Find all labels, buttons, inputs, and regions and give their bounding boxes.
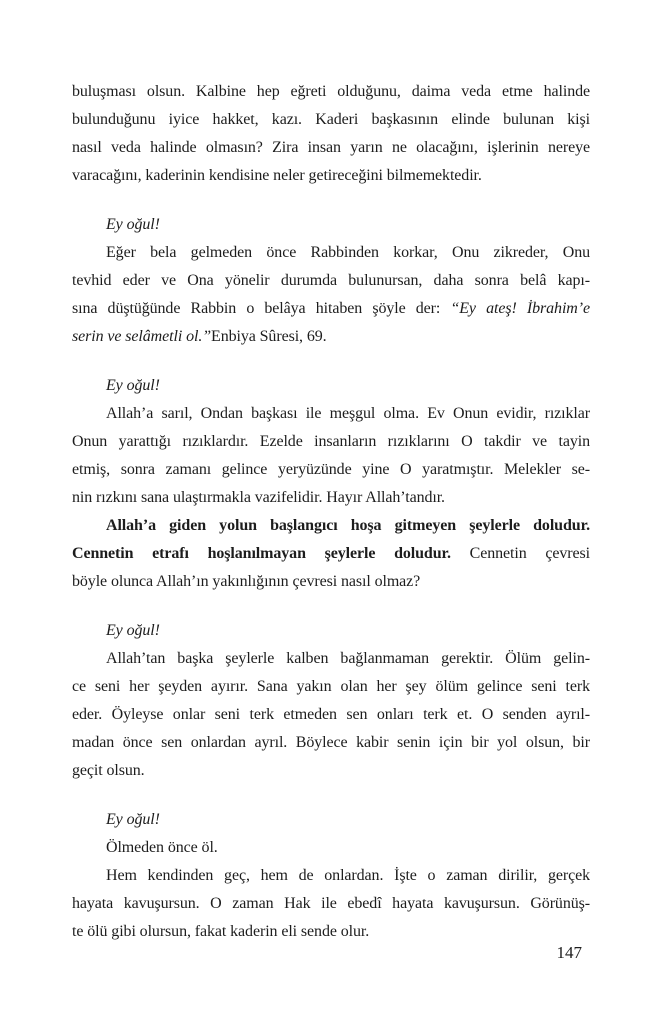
section-heading (72, 211, 590, 239)
text-line (72, 106, 590, 134)
text-line (72, 456, 590, 484)
text-segment: Cennetin çevresi (450, 545, 590, 562)
bold-text: Cennetin etrafı hoşlanılmayan şeylerle doludur. (72, 545, 451, 562)
italic-text: Ey oğul! (106, 377, 160, 394)
text-segment: Hem kendinden geç, hem de onlardan. İşte o zaman dirilir, gerçek (106, 867, 590, 884)
text-segment: Allah’tan başka şeylerle kalben bağlanmaman gerektir. Ölüm gelin- (106, 650, 590, 667)
text-line (72, 834, 590, 862)
text-line (72, 134, 590, 162)
page-number: 147 (556, 943, 582, 962)
text-line (72, 701, 590, 729)
section-heading (72, 806, 590, 834)
section-heading (72, 617, 590, 645)
text-segment: Enbiya Sûresi, 69. (211, 328, 327, 345)
paragraph (72, 862, 590, 946)
text-segment: nin rızkını sana ulaştırmakla vazifelidir. Hayır Allah’tandır. (72, 489, 445, 506)
italic-text: serin ve selâmetli ol.” (72, 328, 212, 345)
text-line (72, 323, 590, 351)
text-segment: Onun yarattığı rızıklardır. Ezelde insanların rızıklarını O takdir ve tayin (72, 433, 590, 450)
text-segment: bulunduğunu iyice hakket, kazı. Kaderi başkasının elinde bulunan kişi (72, 111, 590, 128)
text-line (72, 400, 590, 428)
text-line (72, 78, 590, 106)
paragraph (72, 400, 590, 512)
text-line (72, 918, 590, 946)
text-line (72, 428, 590, 456)
text-line (72, 890, 590, 918)
italic-text: Ey oğul! (106, 811, 160, 828)
paragraph (72, 645, 590, 785)
text-line (72, 267, 590, 295)
text-segment: varacağını, kaderinin kendisine neler getireceğini bilmemektedir. (72, 167, 482, 184)
text-segment: tevhid eder ve Ona yönelir durumda bulunursan, daha sonra belâ kapı- (72, 272, 590, 289)
text-line (72, 484, 590, 512)
italic-text: Ey oğul! (106, 216, 160, 233)
text-segment: Ölmeden önce öl. (106, 839, 218, 856)
italic-text: “Ey ateş! İbrahim’e (450, 300, 590, 317)
text-line (72, 568, 590, 596)
text-segment: madan önce sen onlardan ayrıl. Böylece kabir senin için bir yol olsun, bir (72, 734, 590, 751)
text-segment: böyle olunca Allah’ın yakınlığının çevresi nasıl olmaz? (72, 573, 421, 590)
text-line (72, 211, 590, 239)
text-line (72, 862, 590, 890)
text-segment: eder. Öyleyse onlar seni terk etmeden sen onları terk et. O senden ayrıl- (72, 706, 590, 723)
page-text (72, 78, 590, 946)
text-segment: sına düştüğünde Rabbin o belâya hitaben şöyle der: (72, 300, 451, 317)
text-segment: hayata kavuşursun. O zaman Hak ile ebedî hayata kavuşursun. Görünüş- (72, 895, 590, 912)
paragraph (72, 78, 590, 190)
bold-text: Allah’a giden yolun başlangıcı hoşa gitmeyen şeylerle doludur. (106, 517, 590, 534)
text-segment: te ölü gibi olursun, fakat kaderin eli sende olur. (72, 923, 370, 940)
text-line (72, 540, 590, 568)
text-segment: etmiş, sonra zamanı gelince yeryüzünde yine O yaratmıştır. Melekler se- (72, 461, 590, 478)
text-line (72, 372, 590, 400)
text-line (72, 512, 590, 540)
section-heading (72, 372, 590, 400)
text-segment: nasıl veda halinde olmasın? Zira insan yarın ne olacağını, işlerinin nereye (72, 139, 590, 156)
paragraph (72, 239, 590, 351)
text-line (72, 239, 590, 267)
text-line (72, 729, 590, 757)
text-segment: buluşması olsun. Kalbine hep eğreti olduğunu, daima veda etme halinde (72, 83, 590, 100)
text-line (72, 295, 590, 323)
text-line (72, 645, 590, 673)
text-segment: Allah’a sarıl, Ondan başkası ile meşgul olma. Ev Onun evidir, rızıklar (106, 405, 590, 422)
text-segment: geçit olsun. (72, 762, 145, 779)
text-line (72, 617, 590, 645)
italic-text: Ey oğul! (106, 622, 160, 639)
text-line (72, 162, 590, 190)
text-line (72, 757, 590, 785)
text-segment: Eğer bela gelmeden önce Rabbinden korkar, Onu zikreder, Onu (106, 244, 590, 261)
text-segment: ce seni her şeyden ayırır. Sana yakın olan her şey ölüm gelince seni terk (72, 678, 590, 695)
text-line (72, 673, 590, 701)
paragraph (72, 834, 590, 862)
paragraph (72, 512, 590, 596)
text-line (72, 806, 590, 834)
